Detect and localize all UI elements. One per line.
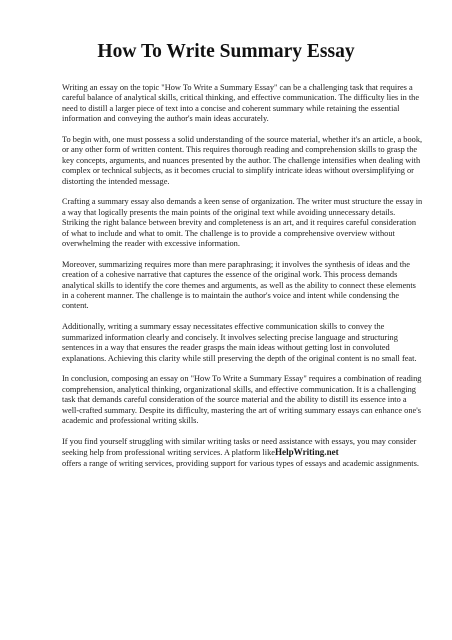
paragraph-communication: Additionally, writing a summary essay necessitates effective communication skills to convey the summarized information clearly and concisely. It involves selecting precise language and structuring sentences in a way that ensures the reader grasps the main ideas without getting lost in convoluted explanations. Achieving this clarity while still preserving the depth of the original content is no small feat. [62, 322, 417, 363]
paragraph-intro: Writing an essay on the topic "How To Write a Summary Essay" can be a challenging task that requires a careful balance of analytical skills, critical thinking, and effective communication. The difficulty lies in the need to distill a larger piece of text into a concise and coherent summary while retaining the essential information and conveying the author's main ideas accurately. [62, 83, 420, 124]
document-title: How To Write Summary Essay [97, 41, 355, 62]
paragraph-understanding: To begin with, one must possess a solid understanding of the source material, whether it's an article, a book, or any other form of written content. This requires thorough reading and comprehension skills to grasp the key concepts, arguments, and nuances presented by the author. The challenge intensifies when dealing with complex or technical subjects, as it becomes crucial to simplify intricate ideas without oversimplifying or distorting the intended message. [62, 135, 423, 186]
closing-text-after: offers a range of writing services, providing support for various types of essays and academic assignments. [62, 458, 419, 468]
document-body [62, 83, 424, 479]
brand-name: HelpWriting.net [274, 447, 339, 458]
paragraph-conclusion: In conclusion, composing an essay on "How To Write a Summary Essay" requires a combination of reading comprehension, analytical thinking, organizational skills, and effective communication. It is a challenging task that demands careful consideration of the source material and the ability to distill its essence into a well-crafted summary. Despite its difficulty, mastering the art of writing summary essays can enhance one's academic and professional writing skills. [62, 374, 422, 425]
paragraph-closing [62, 437, 424, 469]
paragraph-organization: Crafting a summary essay also demands a keen sense of organization. The writer must structure the essay in a way that logically presents the main points of the original text while avoiding unnecessary details. Striking the right balance between brevity and completeness is an art, and it requires careful consideration of what to include and what to omit. The challenge is to provide a comprehensive overview without overwhelming the reader with excessive information. [62, 197, 423, 249]
paragraph-synthesis: Moreover, summarizing requires more than mere paraphrasing; it involves the synthesis of ideas and the creation of a cohesive narrative that captures the essence of the original work. This process demands analytical skills to identify the core themes and arguments, as well as the ability to connect these elements in a coherent manner. The challenge is to maintain the author's voice and intent while condensing the content. [62, 259, 416, 311]
closing-text-before: If you find yourself struggling with similar writing tasks or need assistance with essays, you may consider seeking help from professional writing services. A platform like [62, 436, 417, 458]
